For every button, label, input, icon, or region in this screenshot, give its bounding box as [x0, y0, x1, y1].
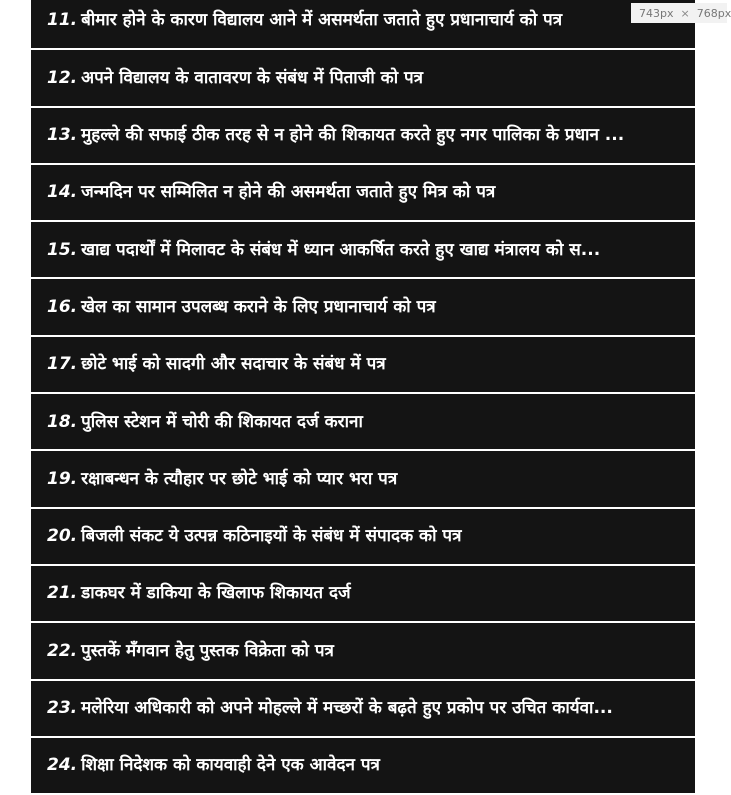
- list-item-title: बीमार होने के कारण विद्यालय आने में असमर्थता जताते हुए प्रधानाचार्य को पत्र: [81, 10, 563, 31]
- list-item-number: 24.: [47, 755, 78, 776]
- list-item[interactable]: [31, 566, 695, 623]
- badge-separator: ×: [680, 6, 690, 20]
- list-item-text: [47, 641, 334, 661]
- list-item-title: छोटे भाई को सादगी और सदाचार के संबंध में पत्र: [81, 354, 386, 375]
- list-item-text: [47, 583, 351, 603]
- list-item-number: 15.: [47, 239, 78, 260]
- list-item-number: 19.: [47, 468, 78, 489]
- list-item-text: [47, 182, 495, 202]
- list-item-number: 13.: [47, 125, 78, 146]
- list-item-number: 12.: [47, 67, 78, 88]
- list-item[interactable]: [31, 451, 695, 508]
- list-item-title: मलेरिया अधिकारी को अपने मोहल्ले में मच्छरों के बढ़ते हुए प्रकोप पर उचित कार्यवा...: [81, 698, 613, 719]
- badge-height: 768px: [696, 6, 731, 20]
- list-item-number: 14.: [47, 182, 78, 203]
- list-item-title: मुहल्ले की सफाई ठीक तरह से न होने की शिकायत करते हुए नगर पालिका के प्रधान ...: [81, 125, 625, 146]
- list-item-text: [47, 412, 363, 432]
- list-item-title: खाद्य पदार्थों में मिलावट के संबंध में ध्यान आकर्षित करते हुए खाद्य मंत्रालय को स...: [81, 239, 601, 260]
- badge-width: 743px: [639, 6, 674, 20]
- list-item-text: [47, 698, 613, 718]
- list-item-text: [47, 240, 600, 260]
- letter-list: [31, 0, 695, 795]
- list-item-text: [47, 354, 386, 374]
- list-item-title: खेल का सामान उपलब्ध कराने के लिए प्रधानाचार्य को पत्र: [81, 296, 436, 317]
- list-item-title: शिक्षा निदेशक को कायवाही देने एक आवेदन पत्र: [81, 755, 380, 776]
- list-item[interactable]: [31, 0, 695, 50]
- list-item[interactable]: [31, 337, 695, 394]
- list-item-text: [47, 526, 461, 546]
- list-item-title: अपने विद्यालय के वातावरण के संबंध में पिताजी को पत्र: [81, 67, 424, 88]
- list-item-text: [47, 68, 423, 88]
- list-item[interactable]: [31, 738, 695, 795]
- list-item-title: पुस्तकें मँगवान हेतु पुस्तक विक्रेता को पत्र: [81, 640, 334, 661]
- list-item-title: जन्मदिन पर सम्मिलित न होने की असमर्थता जताते हुए मित्र को पत्र: [81, 182, 496, 203]
- list-item[interactable]: [31, 394, 695, 451]
- list-item[interactable]: [31, 50, 695, 107]
- list-item-text: [47, 125, 624, 145]
- list-item[interactable]: [31, 681, 695, 738]
- list-item-text: [47, 469, 397, 489]
- list-item-number: 18.: [47, 411, 78, 432]
- list-item-number: 16.: [47, 296, 78, 317]
- list-item-number: 23.: [47, 698, 78, 719]
- list-item-title: बिजली संकट ये उत्पन्न कठिनाइयों के संबंध में संपादक को पत्र: [81, 526, 462, 547]
- list-item-number: 21.: [47, 583, 78, 604]
- list-item[interactable]: [31, 279, 695, 336]
- list-item[interactable]: [31, 108, 695, 165]
- list-item-text: [47, 10, 562, 30]
- list-item[interactable]: [31, 222, 695, 279]
- list-item-title: डाकघर में डाकिया के खिलाफ शिकायत दर्ज: [81, 583, 351, 604]
- list-item-number: 22.: [47, 640, 78, 661]
- list-item-number: 20.: [47, 526, 78, 547]
- list-item[interactable]: [31, 165, 695, 222]
- list-item-title: पुलिस स्टेशन में चोरी की शिकायत दर्ज कराना: [81, 411, 363, 432]
- list-item-number: 17.: [47, 354, 78, 375]
- list-item-number: 11.: [47, 10, 78, 31]
- list-item-text: [47, 297, 436, 317]
- list-item-title: रक्षाबन्धन के त्यौहार पर छोटे भाई को प्यार भरा पत्र: [81, 468, 398, 489]
- devtools-dimension-badge: [631, 3, 731, 23]
- list-item[interactable]: [31, 509, 695, 566]
- list-item[interactable]: [31, 623, 695, 680]
- list-item-text: [47, 755, 380, 775]
